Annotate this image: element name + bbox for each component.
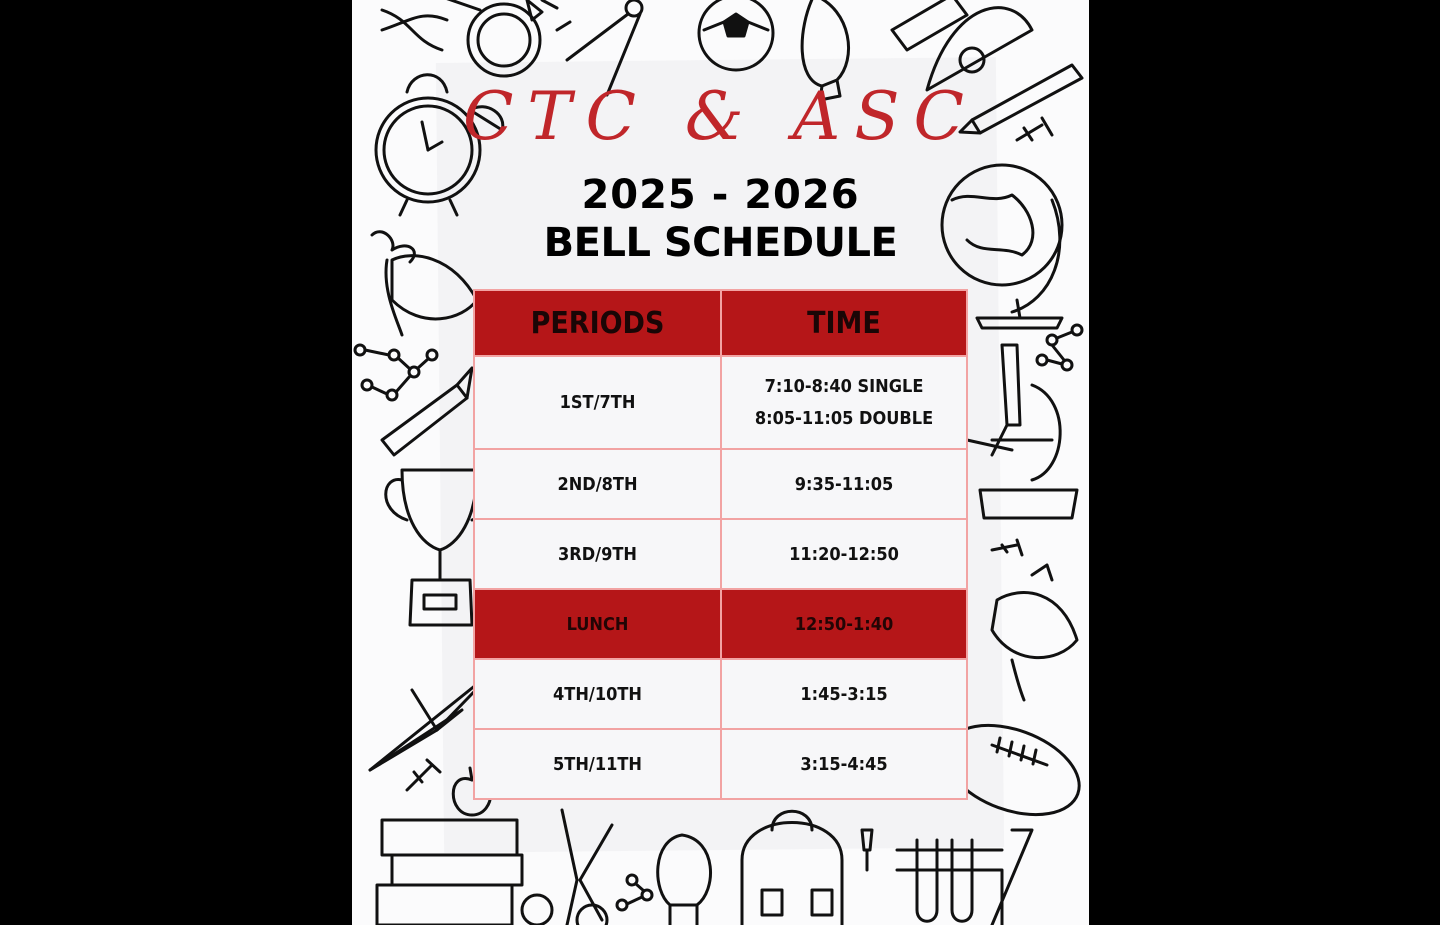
program-title: CTC & ASC xyxy=(462,78,979,155)
schedule-heading: BELL SCHEDULE xyxy=(543,220,898,266)
molecule-icon xyxy=(355,345,437,400)
pushpin-icon xyxy=(862,830,872,870)
dna-icon xyxy=(382,10,447,50)
time-line-single: 7:10-8:40 SINGLE xyxy=(764,375,924,397)
table-header-row xyxy=(474,290,967,356)
table-row xyxy=(474,449,967,519)
time-cell: 3:15-4:45 xyxy=(721,729,967,799)
time-cell: 11:20-12:50 xyxy=(721,519,967,589)
light-bulb-icon xyxy=(658,835,711,925)
period-cell: 2ND/8TH xyxy=(474,449,721,519)
pencil-icon xyxy=(382,368,472,455)
table-row xyxy=(474,729,967,799)
microscope-icon xyxy=(967,345,1077,518)
test-tubes-icon xyxy=(897,830,1032,925)
time-cell: 9:35-11:05 xyxy=(721,449,967,519)
time-line-double: 8:05-11:05 DOUBLE xyxy=(754,407,934,429)
school-year: 2025 - 2026 xyxy=(581,172,860,218)
table-row xyxy=(474,659,967,729)
pushpin-icon xyxy=(407,760,440,790)
time-cell: 1:45-3:15 xyxy=(721,659,967,729)
column-header-periods: PERIODS xyxy=(474,290,721,356)
flyer-page xyxy=(352,0,1089,925)
time-cell: 12:50-1:40 xyxy=(721,589,967,659)
time-cell xyxy=(721,356,967,449)
molecule-icon xyxy=(1037,325,1082,370)
column-header-time: TIME xyxy=(721,290,967,356)
period-cell: LUNCH xyxy=(474,589,721,659)
soccer-ball-icon xyxy=(699,0,773,70)
pushpin-icon xyxy=(527,0,570,30)
table-row-lunch xyxy=(474,589,967,659)
period-cell: 5TH/11TH xyxy=(474,729,721,799)
period-cell: 4TH/10TH xyxy=(474,659,721,729)
bell-schedule-table xyxy=(473,289,968,800)
books-icon xyxy=(377,820,522,925)
pushpin-icon xyxy=(992,540,1022,555)
bell-icon xyxy=(992,565,1077,700)
table-row xyxy=(474,356,967,449)
backpack-icon xyxy=(742,811,842,925)
ruler-icon xyxy=(892,0,967,50)
table-row xyxy=(474,519,967,589)
molecule-icon xyxy=(617,875,652,910)
magnifier-icon xyxy=(422,0,540,76)
scissors-icon xyxy=(522,810,612,925)
period-cell: 1ST/7TH xyxy=(474,356,721,449)
period-cell: 3RD/9TH xyxy=(474,519,721,589)
